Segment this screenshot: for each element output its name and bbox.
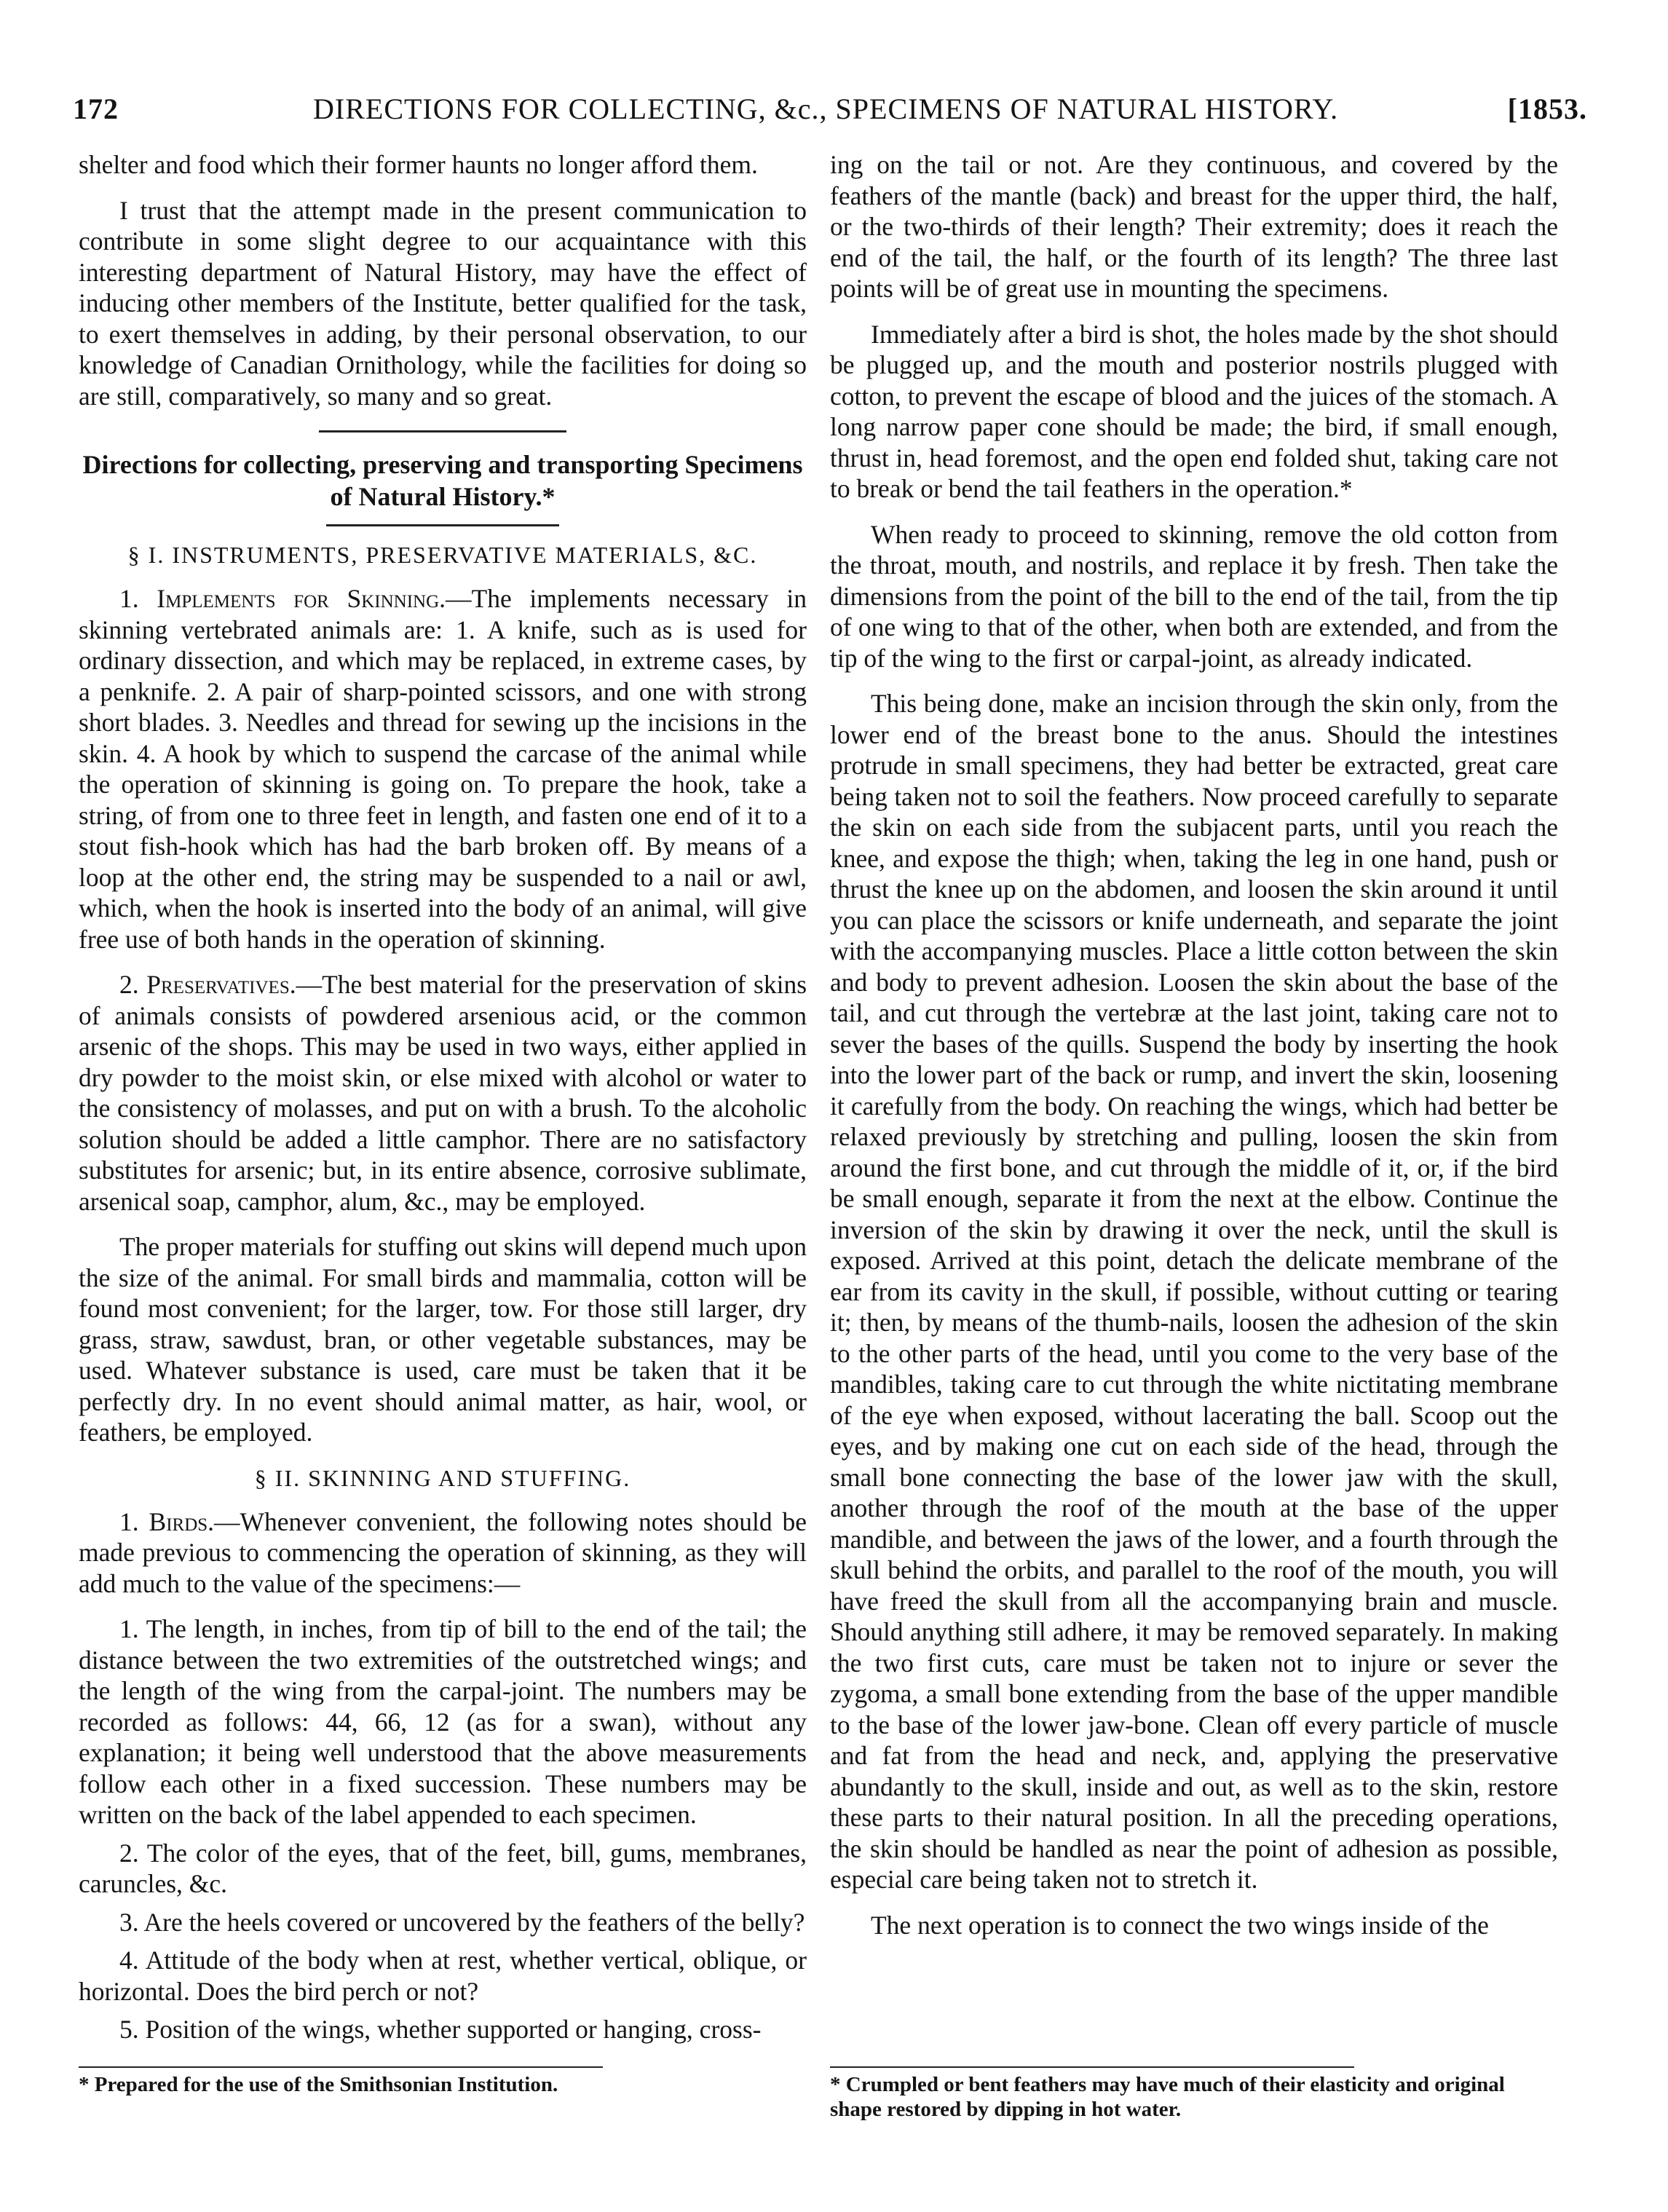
intro-paragraph: I trust that the attempt made in the present communication to contribute in some slight degree to our acquaintance with this interesting department of Natural History, may have the effect of inducing other members of the Institute, better qualified for the task, to exert themselves in adding, by their personal observation, to our knowledge of Canadian Ornithology, while the facilities for doing so are still, comparatively, so many and so great. — [79, 195, 807, 411]
paragraph: When ready to proceed to skinning, remove the old cotton from the throat, mouth, and nostrils, and replace it by fresh. Then take the dimensions from the point of the bill to the end of the tail, from the tip of one wing to that of the other, when both are extended, and from the tip of the wing to the first or carpal-joint, as already indicated. — [830, 519, 1558, 673]
list-item: 4. Attitude of the body when at rest, whether vertical, oblique, or horizontal. Does the bird perch or not? — [79, 1946, 807, 2006]
implements-text: —The implements necessary in skinning vertebrated animals are: 1. A knife, such as is used for ordinary dissection, and which may be replaced, in extreme cases, by a penknife. 2. A pair of sharp-pointed scissors, and one with strong short blades. 3. Needles and thread for sewing up the incisions in the skin. 4. A hook by which to suspend the carcase of the animal while the operation of skinning is going on. To prepare the hook, take a string, of from one to three feet in length, and fasten one end of it to a stout fish-hook which has had the barb broken off. By means of a loop at the other end, the string may be suspended to a nail or awl, which, when the hook is inserted into the body of an animal, will give free use of both hands in the operation of skinning. — [79, 584, 807, 954]
birds-lead: 1. Birds. — [119, 1506, 215, 1536]
footnote-text: * Crumpled or bent feathers may have much of their elasticity and original shape restored by dipping in hot water. — [830, 2073, 1505, 2121]
paragraph: The next operation is to connect the two wings inside of the — [871, 1910, 1489, 1940]
right-column — [830, 149, 1558, 1955]
list-item: 1. The length, in inches, from tip of bill to the end of the tail; the distance between the two extremities of the outstretched wings; and the length of the wing from the carpal-joint. The numbers may be recorded as follows: 44, 66, 12 (as for a swan), without any explanation; it being well understood that the above measurements follow each other in a fixed succession. These numbers may be written on the back of the label appended to each specimen. — [79, 1614, 807, 1829]
left-column — [79, 149, 807, 2053]
footnote-rule — [830, 2066, 1354, 2068]
running-title: DIRECTIONS FOR COLLECTING, &c., SPECIMENS OF NATURAL HISTORY. — [313, 92, 1339, 125]
page-number: 172 — [73, 92, 119, 125]
implements-paragraph — [79, 583, 807, 955]
list-item: 2. The color of the eyes, that of the feet, bill, gums, membranes, caruncles, &c. — [79, 1838, 807, 1898]
header-year: [1853. — [1507, 92, 1587, 125]
title-underline — [326, 524, 559, 526]
footnote-left — [79, 2066, 807, 2097]
stuffing-paragraph: The proper materials for stuffing out skins will depend much upon the size of the animal. For small birds and mammalia, cotton will be found most convenient; for the larger, tow. For those still larger, dry grass, straw, sawdust, bran, or other vegetable substances, may be used. Whatever substance is used, care must be taken that it be perfectly dry. In no event should animal matter, as hair, wool, or feathers, be employed. — [79, 1232, 807, 1447]
footnote-rule — [79, 2066, 603, 2068]
paragraph: This being done, make an incision through the skin only, from the lower end of the breast bone to the anus. Should the intestines protrude in small specimens, they had better be extracted, great care being taken not to soil the feathers. Now proceed carefully to separate the skin on each side from the subjacent parts, until you reach the knee, and expose the thigh; when, taking the leg in one hand, push or thrust the knee up on the abdomen, and loosen the skin around it until you can place the scissors or knife underneath, and separate the joint with the accompanying muscles. Place a little cotton between the skin and body to prevent adhesion. Loosen the skin about the base of the tail, and cut through the vertebræ at the last joint, taking care not to sever the bases of the quills. Suspend the body by inserting the hook into the lower part of the back or rump, and invert the skin, loosening it carefully from the body. On reaching the wings, which had better be relaxed previously by stretching and pulling, loosen the skin from around the first bone, and cut through the middle of it, or, if the bird be small enough, separate it from the next at the elbow. Continue the inversion of the skin by drawing it over the neck, until the skull is exposed. Arrived at this point, detach the delicate membrane of the ear from its cavity in the skull, if possible, without cutting or tearing it; then, by means of the thumb-nails, loosen the adhesion of the skin to the other parts of the head, until you come to the very base of the mandibles, taking care to cut through the white nictitating membrane of the eye when exposed, without lacerating the ball. Scoop out the eyes, and by making one cut on each side of the head, through the small bone connecting the base of the lower jaw with the skull, another through the roof of the mouth at the base of the upper mandible, and between the jaws of the lower, and a fourth through the skull behind the orbits, and parallel to the roof of the mouth, you will have freed the skull from all the accompanying brain and muscle. Should anything still adhere, it may be removed separately. In making the two first cuts, care must be taken not to injure or sever the zygoma, a small bone extending from the base of the upper mandible to the base of the lower jaw-bone. Clean off every particle of muscle and fat from the head and neck, and, applying the preservative abundantly to the skull, inside and out, as well as to the skin, restore these parts to their natural position. In all the preceding operations, the skin should be handled as near the point of adhesion as possible, especial care being taken not to stretch it. — [830, 689, 1558, 1894]
paragraph: Immediately after a bird is shot, the holes made by the shot should be plugged up, and the mouth and posterior nostrils plugged with cotton, to prevent the escape of blood and the juices of the stomach. A long narrow paper cone should be made; the bird, if small enough, thrust in, head foremost, and the open end folded shut, taking care not to break or bend the tail feathers in the operation.* — [830, 319, 1558, 503]
section-heading: § II. SKINNING AND STUFFING. — [254, 1464, 631, 1491]
article-title: Directions for collecting, preserving and transporting Specimens of Natural History.* — [82, 450, 803, 511]
paragraph: ing on the tail or not. Are they continuous, and covered by the feathers of the mantle (back) and breast for the upper third, the half, or the two-thirds of their length? Their extremity; does it reach the end of the tail, the half, or the fourth of its length? The three last points will be of great use in mounting the specimens. — [830, 150, 1558, 303]
implements-lead: 1. Implements for Skinning. — [119, 584, 446, 613]
footnote-right — [830, 2066, 1558, 2122]
page-header — [73, 87, 1587, 131]
preservatives-paragraph — [79, 969, 807, 1217]
footnote-text: * Prepared for the use of the Smithsonian Institution. — [79, 2073, 558, 2096]
birds-text: —Whenever convenient, the following notes should be made previous to commencing the operation of skinning, as they will add much to the value of the specimens:— — [79, 1506, 807, 1598]
intro-paragraph: shelter and food which their former haunts no longer afford them. — [79, 150, 758, 179]
list-item: 3. Are the heels covered or uncovered by the feathers of the belly? — [119, 1907, 805, 1937]
list-item: 5. Position of the wings, whether supported or hanging, cross- — [119, 2015, 762, 2044]
preservatives-text: —The best material for the preservation of skins of animals consists of powdered arsenious acid, or the common arsenic of the shops. This may be used in two ways, either applied in dry powder to the moist skin, or else mixed with alcohol or water to the consistency of molasses, and put on with a brush. To the alcoholic solution should be added a little camphor. There are no satisfactory substitutes for arsenic; but, in its entire absence, corrosive sublimate, arsenical soap, camphor, alum, &c., may be employed. — [79, 970, 807, 1216]
birds-paragraph — [79, 1506, 807, 1600]
section-heading: § I. INSTRUMENTS, PRESERVATIVE MATERIALS, &C. — [127, 542, 758, 568]
section-divider — [319, 430, 566, 432]
preservatives-lead: 2. Preservatives. — [119, 970, 296, 999]
